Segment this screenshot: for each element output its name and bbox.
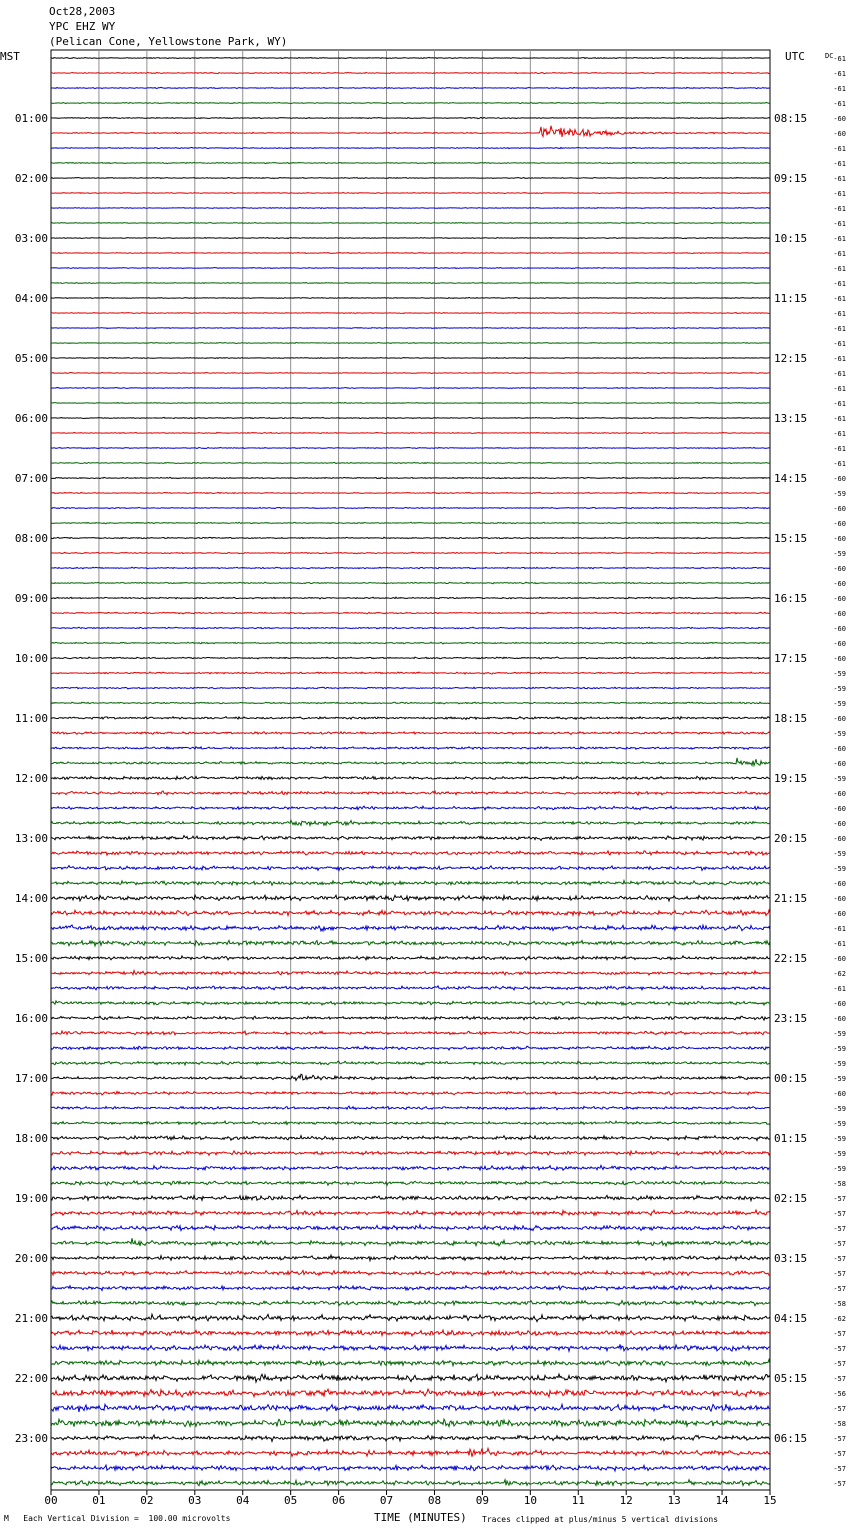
dc-offset-label: -57 [833, 1240, 846, 1248]
dc-offset-label: -61 [833, 370, 846, 378]
left-hour-label: 01:00 [14, 112, 48, 125]
dc-offset-label: -57 [833, 1225, 846, 1233]
dc-offset-label: -59 [833, 670, 846, 678]
dc-offset-label: -59 [833, 490, 846, 498]
trace-line [51, 956, 770, 960]
dc-offset-label: -57 [833, 1330, 846, 1338]
trace-line [51, 402, 770, 403]
trace-line [51, 806, 770, 810]
trace-line [51, 462, 770, 463]
left-hour-label: 13:00 [14, 832, 48, 845]
trace-line [51, 1480, 770, 1486]
dc-offset-label: -61 [833, 70, 846, 78]
dc-offset-label: -60 [833, 760, 846, 768]
left-hour-label: 22:00 [14, 1372, 48, 1385]
dc-offset-label: -59 [833, 1045, 846, 1053]
dc-offset-label: -60 [833, 1090, 846, 1098]
right-hour-label: 23:15 [774, 1012, 808, 1025]
trace-line [51, 72, 770, 73]
dc-offset-label: -60 [833, 715, 846, 723]
x-tick-label: 02 [140, 1494, 154, 1507]
dc-offset-label: -60 [833, 820, 846, 828]
trace-line [51, 1374, 770, 1382]
trace-line [51, 851, 770, 855]
dc-offset-label: -60 [833, 805, 846, 813]
trace-line [51, 1314, 770, 1321]
dc-offset-label: -61 [833, 925, 846, 933]
trace-line [51, 1016, 770, 1020]
dc-offset-label: -61 [833, 280, 846, 288]
x-tick-label: 03 [188, 1494, 202, 1507]
left-hour-label: 08:00 [14, 532, 48, 545]
right-hour-label: 16:15 [774, 592, 808, 605]
left-hour-label: 05:00 [14, 352, 48, 365]
right-hour-label: 01:15 [774, 1132, 808, 1145]
dc-offset-label: -60 [833, 880, 846, 888]
trace-line [51, 1360, 770, 1366]
trace-line [51, 1106, 770, 1110]
dc-offset-label: -59 [833, 1105, 846, 1113]
trace-line [51, 327, 770, 328]
trace-line [51, 567, 770, 569]
dc-offset-label: -60 [833, 565, 846, 573]
left-hour-label: 18:00 [14, 1132, 48, 1145]
corner-mark: M [4, 1514, 9, 1523]
left-hour-label: 16:00 [14, 1012, 48, 1025]
trace-line [51, 717, 770, 720]
trace-line [51, 1419, 770, 1426]
dc-offset-label: -59 [833, 1135, 846, 1143]
trace-line [51, 776, 770, 779]
trace-line [51, 1001, 770, 1005]
trace-line [51, 1181, 770, 1185]
trace-line [51, 1238, 770, 1246]
dc-offset-label: -57 [833, 1450, 846, 1458]
right-hour-label: 00:15 [774, 1072, 808, 1085]
right-timezone-label: UTC [785, 50, 805, 63]
dc-offset-label: -60 [833, 655, 846, 663]
dc-offset-label: -61 [833, 190, 846, 198]
x-tick-label: 05 [284, 1494, 298, 1507]
dc-offset-label: -57 [833, 1465, 846, 1473]
left-hour-label: 11:00 [14, 712, 48, 725]
trace-line [51, 1225, 770, 1231]
trace-line [51, 268, 770, 269]
trace-line [51, 1165, 770, 1170]
x-tick-label: 11 [571, 1494, 585, 1507]
dc-offset-label: -58 [833, 1300, 846, 1308]
trace-line [51, 971, 770, 975]
dc-offset-label: -59 [833, 1165, 846, 1173]
dc-offset-label: -60 [833, 520, 846, 528]
trace-line [51, 342, 770, 343]
right-hour-label: 05:15 [774, 1372, 808, 1385]
x-tick-label: 15 [763, 1494, 777, 1507]
left-hour-label: 21:00 [14, 1312, 48, 1325]
dc-offset-label: -61 [833, 160, 846, 168]
left-hour-label: 04:00 [14, 292, 48, 305]
trace-line [51, 1091, 770, 1094]
dc-offset-label: -61 [833, 145, 846, 153]
trace-line [51, 582, 770, 584]
dc-offset-label: -61 [833, 400, 846, 408]
trace-line [51, 252, 770, 253]
trace-line [51, 222, 770, 223]
clip-note: Traces clipped at plus/minus 5 vertical divisions [482, 1515, 719, 1524]
plot-frame [51, 50, 770, 1490]
dc-offset-label: -60 [833, 790, 846, 798]
x-tick-label: 06 [331, 1494, 346, 1507]
dc-offset-label: -61 [833, 430, 846, 438]
dc-offset-label: -60 [833, 475, 846, 483]
trace-line [51, 1465, 770, 1471]
dc-offset-label: -61 [833, 385, 846, 393]
right-hour-label: 04:15 [774, 1312, 808, 1325]
trace-line [51, 791, 770, 795]
dc-offset-label: -59 [833, 1060, 846, 1068]
dc-offset-label: -57 [833, 1345, 846, 1353]
x-tick-label: 07 [379, 1494, 394, 1507]
dc-offset-label: -57 [833, 1405, 846, 1413]
trace-line [51, 388, 770, 389]
trace-line [51, 312, 770, 313]
right-hour-label: 19:15 [774, 772, 808, 785]
dc-offset-label: -61 [833, 310, 846, 318]
trace-line [51, 895, 770, 901]
dc-offset-label: -61 [833, 55, 846, 63]
trace-line [51, 537, 770, 538]
dc-offset-label: -61 [833, 415, 846, 423]
dc-offset-label: -61 [833, 235, 846, 243]
dc-offset-label: -58 [833, 1420, 846, 1428]
trace-line [51, 492, 770, 493]
right-hour-label: 15:15 [774, 532, 808, 545]
trace-line [51, 1301, 770, 1306]
dc-offset-label: -60 [833, 115, 846, 123]
scale-note [4, 1514, 230, 1523]
dc-offset-label: -57 [833, 1210, 846, 1218]
x-tick-label: 14 [715, 1494, 729, 1507]
left-hour-label: 17:00 [14, 1072, 48, 1085]
dc-offset-label: -57 [833, 1285, 846, 1293]
dc-offset-label: -60 [833, 130, 846, 138]
dc-offset-label: -59 [833, 1030, 846, 1038]
trace-line [51, 881, 770, 886]
dc-offset-label: -60 [833, 745, 846, 753]
trace-line [51, 1031, 770, 1035]
right-hour-label: 08:15 [774, 112, 808, 125]
right-hour-label: 03:15 [774, 1252, 808, 1265]
trace-line [51, 238, 770, 239]
trace-line [51, 117, 770, 118]
trace-line [51, 866, 770, 871]
dc-offset-label: -59 [833, 730, 846, 738]
trace-line [51, 910, 770, 916]
dc-offset-label: -59 [833, 850, 846, 858]
trace-line [51, 432, 770, 433]
dc-offset-label: -60 [833, 505, 846, 513]
right-hour-label: 14:15 [774, 472, 808, 485]
trace-line [51, 1046, 770, 1050]
dc-offset-label: -59 [833, 1150, 846, 1158]
dc-offset-label: -61 [833, 100, 846, 108]
trace-line [51, 657, 770, 659]
date-label: Oct28,2003 [49, 5, 116, 18]
x-tick-label: 10 [523, 1494, 537, 1507]
left-hour-label: 02:00 [14, 172, 48, 185]
dc-offset-label: -61 [833, 295, 846, 303]
left-hour-label: 07:00 [14, 472, 48, 485]
trace-line [51, 732, 770, 735]
scale-text: Each Vertical Division = 100.00 microvolts [23, 1514, 231, 1523]
trace-line [51, 1210, 770, 1215]
trace-line [51, 177, 770, 178]
dc-offset-label: -61 [833, 220, 846, 228]
right-hour-label: 18:15 [774, 712, 808, 725]
trace-line [51, 1136, 770, 1141]
right-hour-label: 17:15 [774, 652, 808, 665]
dc-offset-label: -57 [833, 1255, 846, 1263]
dc-offset-label: -62 [833, 1315, 846, 1323]
trace-line [51, 1061, 770, 1065]
trace-line [51, 147, 770, 148]
trace-line [51, 627, 770, 629]
trace-line [51, 597, 770, 599]
dc-offset-label: -60 [833, 1000, 846, 1008]
trace-line [51, 986, 770, 990]
dc-offset-label: -60 [833, 910, 846, 918]
trace-line [51, 820, 770, 825]
trace-line [51, 925, 770, 931]
dc-offset-label: -60 [833, 595, 846, 603]
left-hour-label: 20:00 [14, 1252, 48, 1265]
trace-line [51, 417, 770, 418]
dc-offset-label: -57 [833, 1360, 846, 1368]
right-hour-label: 09:15 [774, 172, 808, 185]
dc-offset-label: -60 [833, 835, 846, 843]
x-tick-label: 08 [427, 1494, 442, 1507]
dc-offset-label: -59 [833, 685, 846, 693]
trace-line [51, 87, 770, 88]
x-tick-label: 01 [92, 1494, 106, 1507]
dc-offset-label: -61 [833, 175, 846, 183]
dc-offset-label: -56 [833, 1390, 846, 1398]
trace-line [51, 297, 770, 298]
dc-offset-label: -60 [833, 895, 846, 903]
right-hour-label: 10:15 [774, 232, 808, 245]
left-hour-label: 09:00 [14, 592, 48, 605]
dc-offset-label: -61 [833, 205, 846, 213]
left-hour-label: 14:00 [14, 892, 48, 905]
trace-line [51, 1195, 770, 1200]
trace-line [51, 372, 770, 373]
right-hour-label: 12:15 [774, 352, 808, 365]
dc-offset-label: -59 [833, 550, 846, 558]
location-label: (Pelican Cone, Yellowstone Park, WY) [49, 35, 288, 48]
right-hour-label: 22:15 [774, 952, 808, 965]
left-hour-label: 06:00 [14, 412, 48, 425]
dc-offset-label: -60 [833, 640, 846, 648]
left-hour-label: 10:00 [14, 652, 48, 665]
x-tick-label: 12 [619, 1494, 633, 1507]
right-hour-label: 13:15 [774, 412, 808, 425]
dc-offset-label: -61 [833, 985, 846, 993]
right-hour-label: 21:15 [774, 892, 808, 905]
dc-offset-label: -59 [833, 700, 846, 708]
dc-offset-label: -60 [833, 1015, 846, 1023]
dc-offset-label: -59 [833, 1075, 846, 1083]
dc-offset-label: -60 [833, 535, 846, 543]
left-hour-label: 19:00 [14, 1192, 48, 1205]
trace-line [51, 672, 770, 674]
x-tick-label: 09 [475, 1494, 490, 1507]
dc-offset-label: -61 [833, 355, 846, 363]
trace-line [51, 192, 770, 193]
trace-line [51, 1271, 770, 1276]
trace-line [51, 612, 770, 614]
right-hour-label: 02:15 [774, 1192, 808, 1205]
trace-line [51, 102, 770, 103]
dc-offset-label: -60 [833, 955, 846, 963]
trace-line [51, 447, 770, 448]
right-hour-label: 20:15 [774, 832, 808, 845]
trace-line [51, 1404, 770, 1412]
trace-line [51, 1435, 770, 1441]
trace-line [51, 1448, 770, 1456]
dc-offset-label: -58 [833, 1180, 846, 1188]
dc-offset-label: -60 [833, 610, 846, 618]
dc-header-label: DC [825, 52, 834, 60]
dc-offset-label: -61 [833, 460, 846, 468]
trace-line [51, 1344, 770, 1351]
trace-line [51, 552, 770, 554]
trace-line [51, 357, 770, 358]
left-hour-label: 12:00 [14, 772, 48, 785]
trace-line [51, 1330, 770, 1336]
dc-offset-label: -59 [833, 1120, 846, 1128]
trace-line [51, 687, 770, 689]
trace-line [51, 162, 770, 163]
dc-offset-label: -57 [833, 1435, 846, 1443]
trace-line [51, 758, 770, 766]
trace-line [51, 477, 770, 478]
dc-offset-label: -61 [833, 325, 846, 333]
dc-offset-label: -61 [833, 445, 846, 453]
trace-line [51, 940, 770, 946]
dc-offset-label: -62 [833, 970, 846, 978]
x-axis-title: TIME (MINUTES) [374, 1511, 467, 1524]
left-hour-label: 03:00 [14, 232, 48, 245]
x-tick-label: 00 [44, 1494, 58, 1507]
trace-line [51, 207, 770, 208]
trace-line [51, 1255, 770, 1261]
dc-offset-label: -61 [833, 340, 846, 348]
trace-line [51, 522, 770, 524]
dc-offset-label: -59 [833, 865, 846, 873]
trace-line [51, 1074, 770, 1080]
left-timezone-label: MST [0, 50, 20, 63]
dc-offset-label: -57 [833, 1480, 846, 1488]
trace-line [51, 1285, 770, 1290]
dc-offset-label: -61 [833, 85, 846, 93]
left-hour-label: 23:00 [14, 1432, 48, 1445]
dc-offset-label: -57 [833, 1375, 846, 1383]
trace-line [51, 1151, 770, 1156]
dc-offset-label: -59 [833, 775, 846, 783]
left-hour-label: 15:00 [14, 952, 48, 965]
trace-line [51, 702, 770, 704]
dc-offset-label: -61 [833, 250, 846, 258]
right-hour-label: 11:15 [774, 292, 808, 305]
trace-line [51, 642, 770, 644]
x-tick-label: 04 [236, 1494, 250, 1507]
trace-line [51, 1121, 770, 1124]
dc-offset-label: -61 [833, 940, 846, 948]
x-tick-label: 13 [667, 1494, 681, 1507]
dc-offset-label: -61 [833, 265, 846, 273]
trace-line [51, 57, 770, 58]
dc-offset-label: -60 [833, 625, 846, 633]
station-label: YPC EHZ WY [49, 20, 116, 33]
trace-line [51, 836, 770, 841]
dc-offset-label: -57 [833, 1195, 846, 1203]
trace-line [51, 1389, 770, 1397]
trace-line [51, 747, 770, 750]
trace-line [51, 282, 770, 283]
dc-offset-label: -57 [833, 1270, 846, 1278]
trace-line [51, 507, 770, 508]
trace-line [51, 126, 770, 137]
right-hour-label: 06:15 [774, 1432, 808, 1445]
dc-offset-label: -60 [833, 580, 846, 588]
